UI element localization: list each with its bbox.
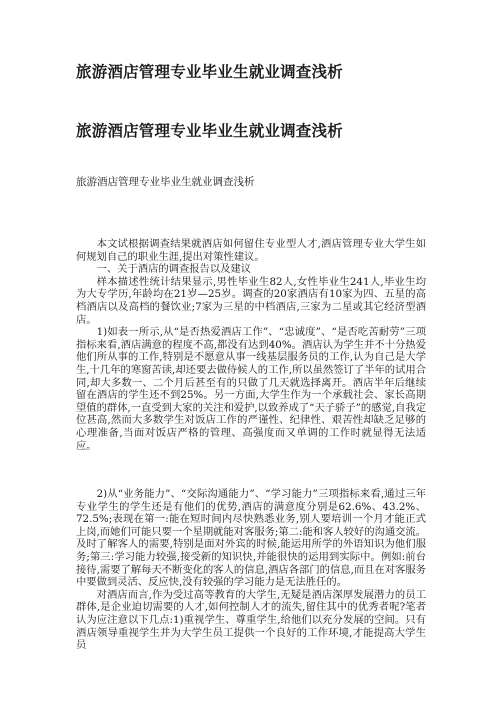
body-text-upper xyxy=(76,238,426,452)
document-title-repeat: 旅游酒店管理专业毕业生就业调查浅析 xyxy=(76,121,343,140)
point-1-paragraph: 1)如表一所示,从“是否热爱酒店工作”、“忠诚度”、“是否吃苦耐劳”三项指标来看,酒店满意的程度不高,都没有达到40%。酒店认为学生并不十分热爱他们所从事的工作,特别是不愿意从事一线基层服务员的工作,认为自己是大学生,十几年的寒窗苦读,却还要去做侍候人的工作,所以虽然签订了半年的试用合同,却大多数一、二个月后甚至有的只做了几天就选择离开。酒店半年后继续留在酒店的学生还不到25%。另一方面,大学生作为一个承载社会、家长高期望值的群体,一直受到大家的关注和爱护,以致养成了“天子骄子”的感觉,自我定位甚高,然而大多数学生对饭店工作的严谨性、纪律性、艰苦性却缺乏足够的心理准备,当面对饭店严格的管理、高强度而又单调的工作时就显得无法适应。 xyxy=(76,326,426,452)
section-heading: 一、关于酒店的调查报告以及建议 xyxy=(96,263,252,276)
intro-paragraph: 本文试根据调查结果就酒店如何留住专业型人才,酒店管理专业大学生如何规划自己的职业生涯,提出对策性建议。 xyxy=(76,238,426,263)
document-subtitle: 旅游酒店管理专业毕业生就业调查浅析 xyxy=(76,176,255,188)
recommendation-paragraph: 对酒店而言,作为受过高等教育的大学生,无疑是酒店深厚发展潜力的员工群体,是企业迫切需要的人才,如何控制人才的流失,留住其中的优秀者呢?笔者认为应注意以下几点:1)重视学生、尊重学生,给他们以充分发展的空间。只有酒店领导重视学生并为大学生员工提供一个良好的工作环境,才能提高大学生员 xyxy=(76,588,426,652)
point-2-paragraph: 2)从“业务能力”、“交际沟通能力”、“学习能力”三项指标来看,通过三年专业学生的学生还是有他们的优势,酒店的满意度分别是62.6%、43.2%、72.5%;表现在第一:能在短时间内尽快熟悉业务,别人要培训一个月才能正式上岗,而她们可能只要一个星期就能对客服务;第二:能和客人较好的沟通交流。及时了解客人的需要,特别是面对外宾的时候,能运用所学的外语知识为他们服务;第三:学习能力较强,接受新的知识快,并能很快的运用到实际中。例如:前台接待,需要了解每天不断变化的客人的信息,酒店各部门的信息,而且在对客服务中要做到灵活、反应快,没有较强的学习能力是无法胜任的。 xyxy=(76,488,427,589)
document-title: 旅游酒店管理专业毕业生就业调查浅析 xyxy=(76,62,343,81)
sample-paragraph: 样本描述性统计结果显示,男性毕业生82人,女性毕业生241人,毕业生均为大专学历,年龄均在21岁—25岁。调查的20家酒店有10家为四、五星的高档酒店以及高档的餐饮业;7家为三星的中档酒店,三家为二星或其它经济型酒店。 xyxy=(76,275,426,326)
body-text-lower xyxy=(76,488,426,652)
